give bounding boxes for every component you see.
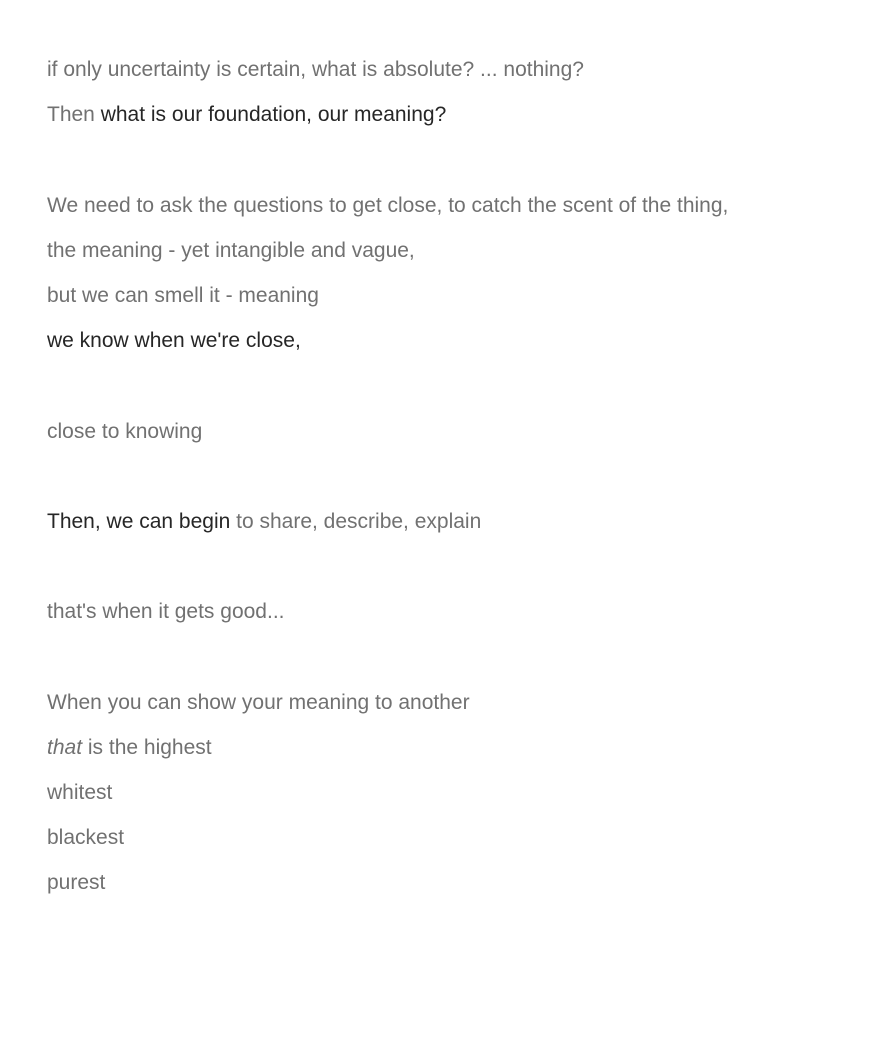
poem-line: if only uncertainty is certain, what is absolute? ... nothing? bbox=[47, 58, 584, 81]
poem-fragment-italic: that bbox=[47, 735, 83, 759]
stanza-break bbox=[47, 544, 847, 589]
poem-fragment-emphasis: Then, we can begin bbox=[47, 509, 231, 533]
poem-text bbox=[47, 47, 847, 906]
poem-line bbox=[47, 725, 847, 770]
poem-line: purest bbox=[47, 871, 106, 895]
poem-fragment: is the highest bbox=[82, 735, 212, 759]
poem-line: When you can show your meaning to another bbox=[47, 690, 470, 714]
poem-line: close to knowing bbox=[47, 419, 203, 443]
poem-line: we know when we're close, bbox=[47, 329, 301, 353]
stanza-break bbox=[47, 454, 847, 499]
poem-line bbox=[47, 92, 847, 137]
poem-line: whitest bbox=[47, 781, 113, 804]
poem-fragment-emphasis: what is our foundation, our meaning? bbox=[100, 103, 447, 127]
poem-line: that's when it gets good... bbox=[47, 600, 285, 624]
stanza-break bbox=[47, 137, 847, 182]
poem-fragment: Then bbox=[47, 103, 101, 127]
poem-fragment: to share, describe, explain bbox=[230, 509, 482, 533]
stanza-break bbox=[47, 363, 847, 408]
poem-line: but we can smell it - meaning bbox=[47, 283, 319, 307]
poem-line bbox=[47, 499, 847, 544]
poem-line: We need to ask the questions to get close, to catch the scent of the thing, bbox=[47, 193, 729, 217]
poem-line: the meaning - yet intangible and vague, bbox=[47, 238, 415, 262]
poem-line: blackest bbox=[47, 826, 125, 850]
stanza-break bbox=[47, 634, 847, 679]
